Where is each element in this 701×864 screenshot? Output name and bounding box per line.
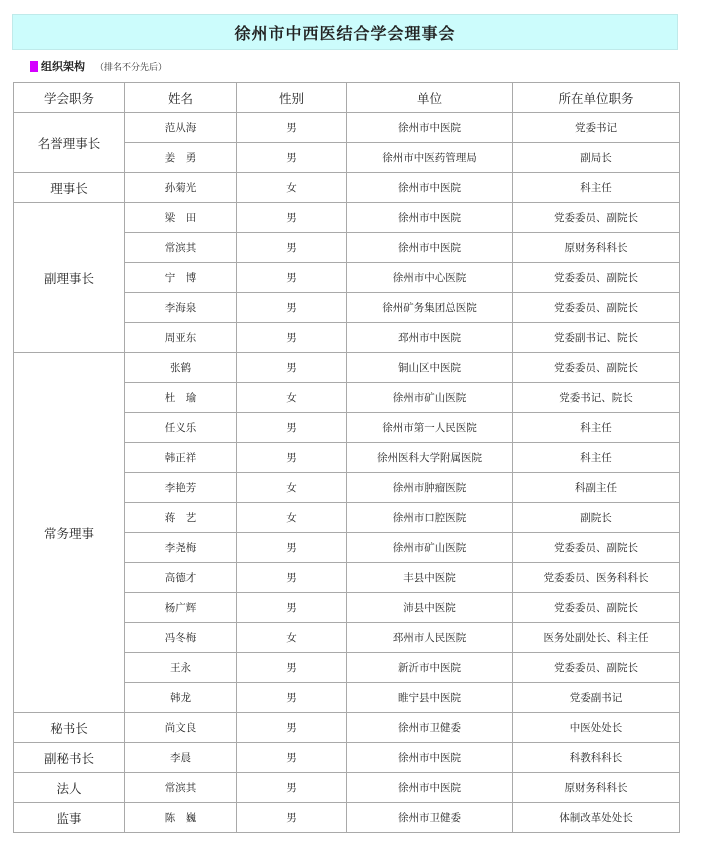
table-row bbox=[14, 743, 680, 773]
role-cell: 法人 bbox=[14, 773, 125, 803]
gender-cell: 男 bbox=[237, 203, 347, 233]
gender-cell: 女 bbox=[237, 173, 347, 203]
position-cell: 中医处处长 bbox=[513, 713, 680, 743]
name-cell: 蒋 艺 bbox=[125, 503, 237, 533]
gender-cell: 女 bbox=[237, 473, 347, 503]
position-cell: 党委委员、医务科科长 bbox=[513, 563, 680, 593]
position-cell: 科主任 bbox=[513, 413, 680, 443]
position-cell: 科教科科长 bbox=[513, 743, 680, 773]
table-row bbox=[14, 803, 680, 833]
name-cell: 李尧梅 bbox=[125, 533, 237, 563]
unit-cell: 徐州市卫健委 bbox=[347, 713, 513, 743]
position-cell: 党委委员、副院长 bbox=[513, 263, 680, 293]
header-gender: 性别 bbox=[237, 83, 347, 113]
gender-cell: 男 bbox=[237, 233, 347, 263]
unit-cell: 徐州市第一人民医院 bbox=[347, 413, 513, 443]
position-cell: 党委委员、副院长 bbox=[513, 203, 680, 233]
unit-cell: 睢宁县中医院 bbox=[347, 683, 513, 713]
unit-cell: 新沂市中医院 bbox=[347, 653, 513, 683]
name-cell: 李晨 bbox=[125, 743, 237, 773]
gender-cell: 女 bbox=[237, 623, 347, 653]
table-row bbox=[14, 713, 680, 743]
position-cell: 党委书记、院长 bbox=[513, 383, 680, 413]
role-cell: 常务理事 bbox=[14, 353, 125, 713]
position-cell: 副局长 bbox=[513, 143, 680, 173]
header-position: 所在单位职务 bbox=[513, 83, 680, 113]
section-label: 组织架构 bbox=[41, 60, 85, 73]
gender-cell: 男 bbox=[237, 353, 347, 383]
gender-cell: 男 bbox=[237, 593, 347, 623]
unit-cell: 徐州市卫健委 bbox=[347, 803, 513, 833]
table-row bbox=[14, 203, 680, 233]
name-cell: 张鹤 bbox=[125, 353, 237, 383]
gender-cell: 男 bbox=[237, 533, 347, 563]
gender-cell: 男 bbox=[237, 773, 347, 803]
gender-cell: 男 bbox=[237, 563, 347, 593]
unit-cell: 徐州矿务集团总医院 bbox=[347, 293, 513, 323]
unit-cell: 徐州市矿山医院 bbox=[347, 383, 513, 413]
unit-cell: 徐州市中心医院 bbox=[347, 263, 513, 293]
gender-cell: 男 bbox=[237, 443, 347, 473]
unit-cell: 徐州市中医院 bbox=[347, 743, 513, 773]
position-cell: 党委委员、副院长 bbox=[513, 593, 680, 623]
section-marker-icon bbox=[30, 61, 38, 72]
name-cell: 杜 瑜 bbox=[125, 383, 237, 413]
position-cell: 党委委员、副院长 bbox=[513, 353, 680, 383]
section-note: （排名不分先后） bbox=[95, 62, 168, 73]
position-cell: 科副主任 bbox=[513, 473, 680, 503]
name-cell: 常滨其 bbox=[125, 773, 237, 803]
unit-cell: 徐州市中医院 bbox=[347, 113, 513, 143]
table-row bbox=[14, 353, 680, 383]
name-cell: 陈 巍 bbox=[125, 803, 237, 833]
page-title: 徐州市中西医结合学会理事会 bbox=[234, 23, 456, 43]
name-cell: 宁 博 bbox=[125, 263, 237, 293]
name-cell: 李海泉 bbox=[125, 293, 237, 323]
title-bar bbox=[12, 14, 678, 50]
position-cell: 科主任 bbox=[513, 173, 680, 203]
unit-cell: 徐州市中医药管理局 bbox=[347, 143, 513, 173]
gender-cell: 女 bbox=[237, 503, 347, 533]
name-cell: 李艳芳 bbox=[125, 473, 237, 503]
unit-cell: 邳州市人民医院 bbox=[347, 623, 513, 653]
position-cell: 党委副书记、院长 bbox=[513, 323, 680, 353]
unit-cell: 徐州市中医院 bbox=[347, 773, 513, 803]
position-cell: 医务处副处长、科主任 bbox=[513, 623, 680, 653]
gender-cell: 男 bbox=[237, 653, 347, 683]
gender-cell: 男 bbox=[237, 413, 347, 443]
gender-cell: 男 bbox=[237, 713, 347, 743]
name-cell: 任义乐 bbox=[125, 413, 237, 443]
unit-cell: 邳州市中医院 bbox=[347, 323, 513, 353]
role-cell: 秘书长 bbox=[14, 713, 125, 743]
unit-cell: 徐州市矿山医院 bbox=[347, 533, 513, 563]
name-cell: 梁 田 bbox=[125, 203, 237, 233]
table-row bbox=[14, 173, 680, 203]
role-cell: 理事长 bbox=[14, 173, 125, 203]
role-cell: 副理事长 bbox=[14, 203, 125, 353]
gender-cell: 男 bbox=[237, 743, 347, 773]
name-cell: 孙菊光 bbox=[125, 173, 237, 203]
name-cell: 范从海 bbox=[125, 113, 237, 143]
position-cell: 党委副书记 bbox=[513, 683, 680, 713]
unit-cell: 徐州市中医院 bbox=[347, 233, 513, 263]
unit-cell: 徐州市中医院 bbox=[347, 173, 513, 203]
unit-cell: 沛县中医院 bbox=[347, 593, 513, 623]
position-cell: 原财务科科长 bbox=[513, 773, 680, 803]
unit-cell: 徐州市口腔医院 bbox=[347, 503, 513, 533]
role-cell: 监事 bbox=[14, 803, 125, 833]
unit-cell: 徐州市中医院 bbox=[347, 203, 513, 233]
unit-cell: 铜山区中医院 bbox=[347, 353, 513, 383]
position-cell: 副院长 bbox=[513, 503, 680, 533]
unit-cell: 徐州市肿瘤医院 bbox=[347, 473, 513, 503]
header-name: 姓名 bbox=[125, 83, 237, 113]
gender-cell: 男 bbox=[237, 143, 347, 173]
gender-cell: 男 bbox=[237, 263, 347, 293]
unit-cell: 丰县中医院 bbox=[347, 563, 513, 593]
name-cell: 尚文良 bbox=[125, 713, 237, 743]
position-cell: 党委委员、副院长 bbox=[513, 653, 680, 683]
gender-cell: 男 bbox=[237, 323, 347, 353]
table-row bbox=[14, 113, 680, 143]
gender-cell: 男 bbox=[237, 683, 347, 713]
position-cell: 党委委员、副院长 bbox=[513, 293, 680, 323]
name-cell: 王永 bbox=[125, 653, 237, 683]
role-cell: 副秘书长 bbox=[14, 743, 125, 773]
name-cell: 常滨其 bbox=[125, 233, 237, 263]
gender-cell: 女 bbox=[237, 383, 347, 413]
position-cell: 党委委员、副院长 bbox=[513, 533, 680, 563]
position-cell: 科主任 bbox=[513, 443, 680, 473]
name-cell: 冯冬梅 bbox=[125, 623, 237, 653]
name-cell: 韩龙 bbox=[125, 683, 237, 713]
table-row bbox=[14, 773, 680, 803]
header-role: 学会职务 bbox=[14, 83, 125, 113]
name-cell: 高德才 bbox=[125, 563, 237, 593]
name-cell: 韩正祥 bbox=[125, 443, 237, 473]
name-cell: 周亚东 bbox=[125, 323, 237, 353]
header-unit: 单位 bbox=[347, 83, 513, 113]
name-cell: 姜 勇 bbox=[125, 143, 237, 173]
position-cell: 原财务科科长 bbox=[513, 233, 680, 263]
section-heading bbox=[30, 58, 167, 74]
gender-cell: 男 bbox=[237, 293, 347, 323]
position-cell: 体制改革处处长 bbox=[513, 803, 680, 833]
council-table bbox=[13, 82, 680, 833]
position-cell: 党委书记 bbox=[513, 113, 680, 143]
gender-cell: 男 bbox=[237, 803, 347, 833]
name-cell: 杨广辉 bbox=[125, 593, 237, 623]
unit-cell: 徐州医科大学附属医院 bbox=[347, 443, 513, 473]
table-header-row bbox=[14, 83, 680, 113]
table-body bbox=[14, 113, 680, 833]
role-cell: 名誉理事长 bbox=[14, 113, 125, 173]
gender-cell: 男 bbox=[237, 113, 347, 143]
